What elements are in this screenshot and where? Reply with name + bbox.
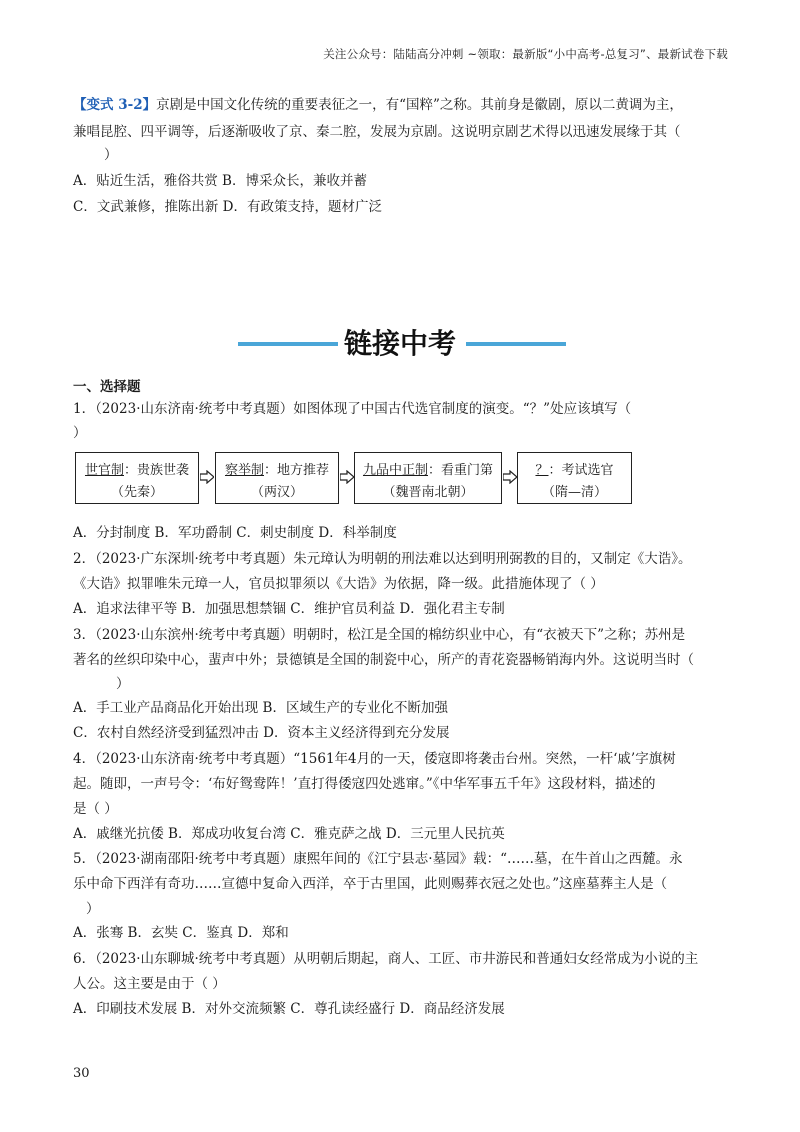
diagram-box-3-era: （魏晋南北朝） bbox=[382, 485, 474, 500]
title-rule-right bbox=[466, 342, 566, 346]
diagram-box-1 bbox=[75, 452, 199, 504]
diagram-box-4-desc: ：考试选官 bbox=[548, 463, 614, 478]
variant-stem-line-1 bbox=[73, 96, 730, 114]
diagram-box-1-name: 世官制 bbox=[84, 463, 124, 478]
section-title: 链接中考 bbox=[343, 327, 456, 360]
q2-options: A．追求法律平等 B．加强思想禁锢 C．维护官员利益 D．强化君主专制 bbox=[73, 601, 505, 617]
header-promo-note: 关注公众号：陆陆高分冲刺 ~领取：最新版“小中高考-总复习”、最新试卷下载 bbox=[323, 47, 728, 61]
variant-stem-text: 京剧是中国文化传统的重要表征之一，有“国粹”之称。其前身是徽剧，原以二黄调为主， bbox=[156, 97, 683, 113]
q1-options: A．分封制度 B．军功爵制 C．刺史制度 D．科举制度 bbox=[73, 525, 397, 541]
diagram-box-1-desc: ：贵族世袭 bbox=[124, 463, 190, 478]
arrow-right-icon bbox=[200, 470, 214, 484]
q4-stem-line-3: 是（ ） bbox=[73, 801, 118, 817]
diagram-box-2-name: 察举制 bbox=[224, 463, 264, 478]
q6-options: A．印刷技术发展 B．对外交流频繁 C．尊孔读经盛行 D．商品经济发展 bbox=[73, 1001, 505, 1017]
q6-stem-line-2: 人公。这主要是由于（ ） bbox=[73, 976, 226, 992]
q4-stem-line-2: 起。随即，一声号令：‘布好鸳鸯阵！’直打得倭寇四处逃窜。”《中华军事五千年》这段材料，描述的 bbox=[73, 776, 656, 792]
arrow-right-icon bbox=[503, 470, 517, 484]
page-number: 30 bbox=[73, 1066, 90, 1081]
selection-system-diagram bbox=[75, 452, 635, 510]
arrow-right-icon bbox=[340, 470, 354, 484]
diagram-box-1-era: （先秦） bbox=[110, 485, 163, 500]
variant-stem-line-3: ） bbox=[104, 147, 118, 163]
variant-options-1: A．贴近生活，雅俗共赏 B．博采众长，兼收并蓄 bbox=[73, 173, 367, 189]
q2-stem-line-2: 《大诰》拟罪唯朱元璋一人，官员拟罪须以《大诰》为依据，降一级。此措施体现了（ ） bbox=[73, 576, 604, 592]
variant-tag: 【变式 3-2】 bbox=[73, 97, 157, 113]
q3-options-1: A．手工业产品商品化开始出现 B．区域生产的专业化不断加强 bbox=[73, 700, 448, 716]
variant-stem-line-2: 兼唱昆腔、四平调等，后逐渐吸收了京、秦二腔，发展为京剧。这说明京剧艺术得以迅速发展缘于其（ bbox=[73, 124, 681, 140]
q5-options: A．张骞 B．玄奘 C．鉴真 D．郑和 bbox=[73, 925, 289, 941]
diagram-box-3-name: 九品中正制 bbox=[362, 463, 428, 478]
q6-stem-line-1: 6．（2023·山东聊城·统考中考真题）从明朝后期起，商人、工匠、市井游民和普通妇女经常成为小说的主 bbox=[73, 951, 699, 967]
q2-stem-line-1: 2．（2023·广东深圳·统考中考真题）朱元璋认为明朝的刑法难以达到明刑弼教的目的，又制定《大诰》。 bbox=[73, 551, 692, 567]
diagram-box-3 bbox=[354, 452, 502, 504]
q1-stem-line-1: 1．（2023·山东济南·统考中考真题）如图体现了中国古代选官制度的演变。“？”处应该填写（ bbox=[73, 401, 632, 417]
diagram-box-2 bbox=[215, 452, 339, 504]
q4-options: A．戚继光抗倭 B．郑成功收复台湾 C．雅克萨之战 D．三元里人民抗英 bbox=[73, 826, 505, 842]
q1-stem-line-2: ） bbox=[73, 425, 87, 441]
diagram-box-2-era: （两汉） bbox=[250, 485, 303, 500]
diagram-box-2-desc: ：地方推荐 bbox=[264, 463, 330, 478]
variant-options-2: C．文武兼修，推陈出新 D．有政策支持，题材广泛 bbox=[73, 199, 382, 215]
q4-stem-line-1: 4．（2023·山东济南·统考中考真题）“1561年4月的一天，倭寇即将袭击台州。突然，一杆‘戚’字旗树 bbox=[73, 751, 676, 767]
q3-stem-line-3: ） bbox=[116, 676, 130, 692]
q5-stem-line-2: 乐中命下西洋有奇功……宣德中复命入西洋，卒于古里国，此则赐葬衣冠之处也。”这座墓葬主人是（ bbox=[73, 876, 668, 892]
diagram-box-4-name: ？ bbox=[535, 463, 549, 478]
diagram-box-4 bbox=[517, 452, 632, 504]
q5-stem-line-3: ） bbox=[86, 901, 100, 917]
diagram-box-4-era: （隋—清） bbox=[541, 485, 607, 500]
q3-stem-line-1: 3．（2023·山东滨州·统考中考真题）明朝时，松江是全国的棉纺织业中心，有“衣被天下”之称；苏州是 bbox=[73, 627, 686, 643]
q3-options-2: C．农村自然经济受到猛烈冲击 D．资本主义经济得到充分发展 bbox=[73, 725, 450, 741]
section-subhead: 一、选择题 bbox=[73, 379, 141, 395]
diagram-box-3-desc: ：看重门第 bbox=[428, 463, 494, 478]
q5-stem-line-1: 5．（2023·湖南邵阳·统考中考真题）康熙年间的《江宁县志·墓园》载：“……墓，在牛首山之西麓。永 bbox=[73, 851, 683, 867]
q3-stem-line-2: 著名的丝织印染中心，蜚声中外；景德镇是全国的制瓷中心，所产的青花瓷器畅销海内外。这说明当时（ bbox=[73, 652, 694, 668]
